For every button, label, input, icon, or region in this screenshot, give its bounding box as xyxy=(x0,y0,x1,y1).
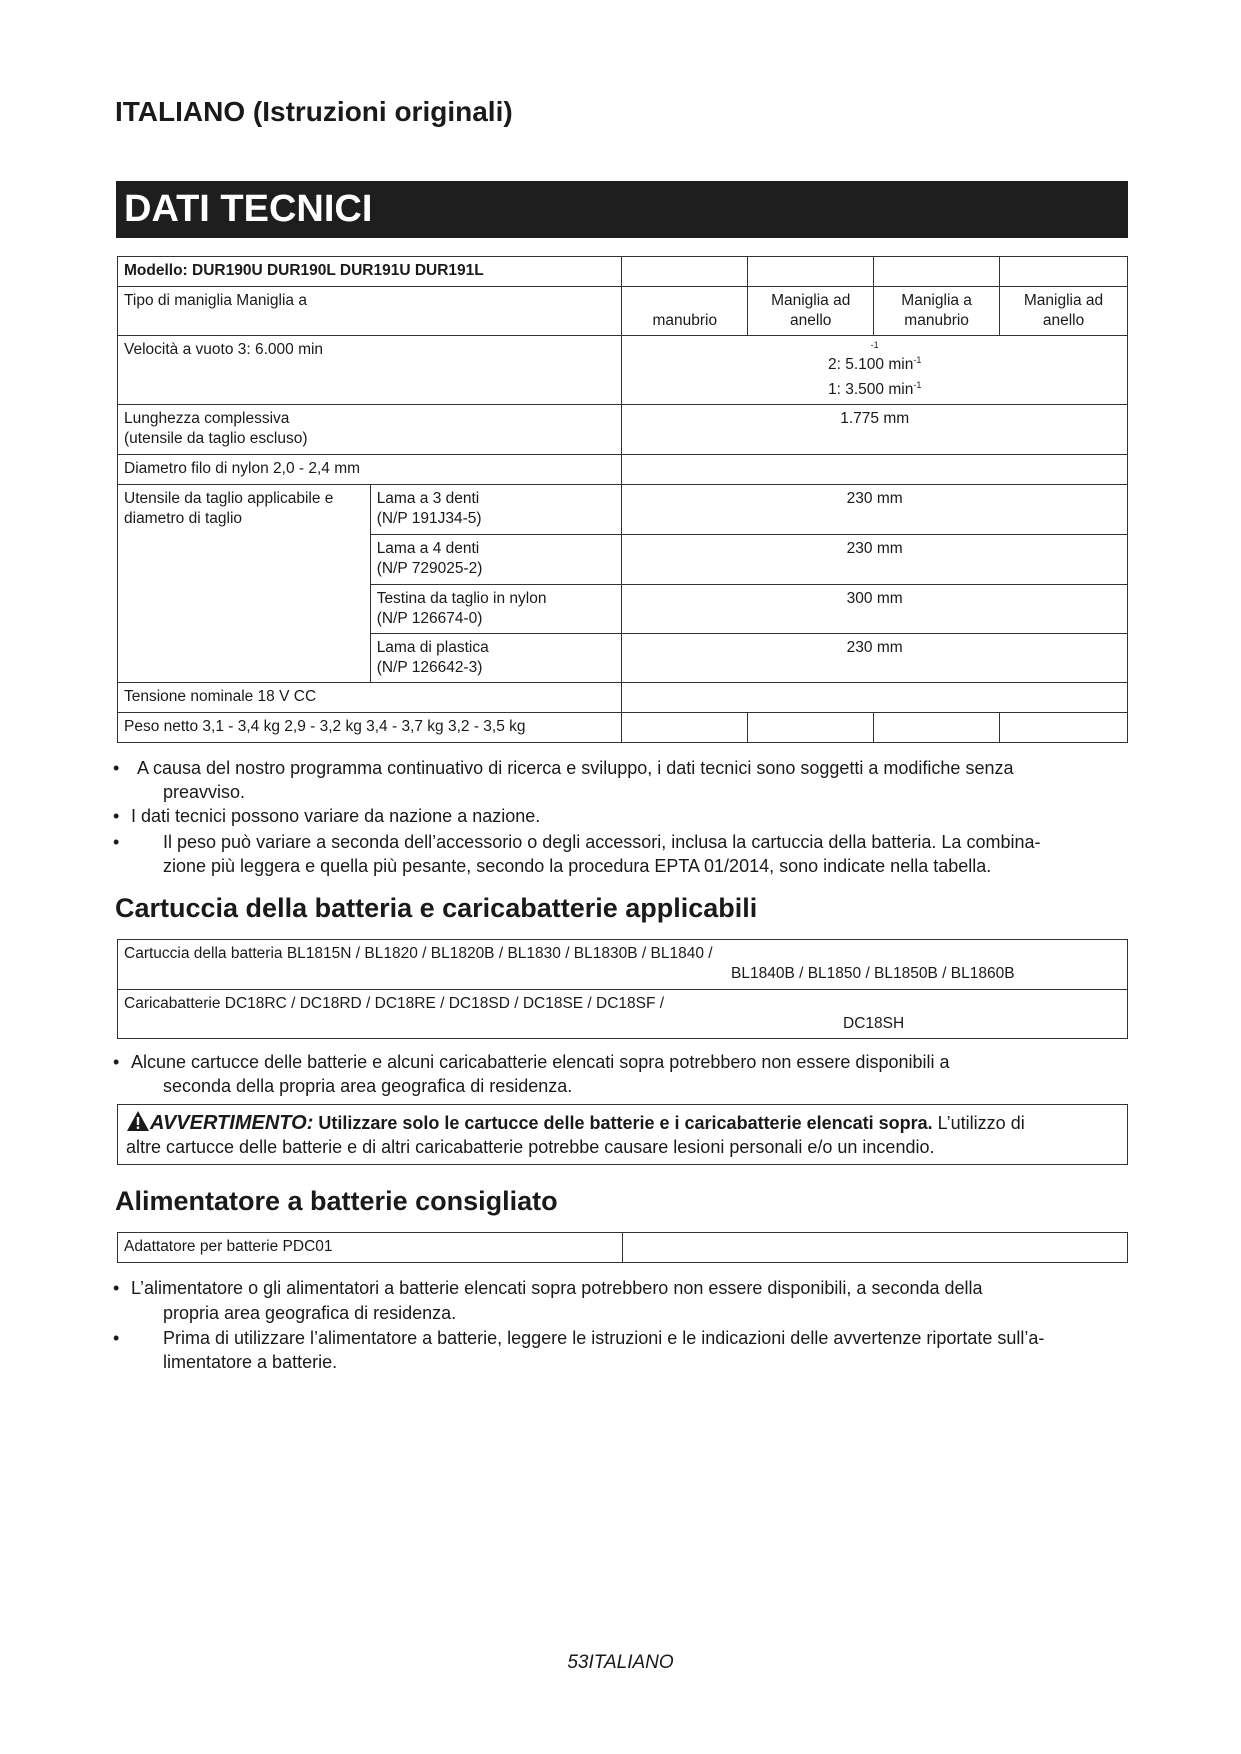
net-weight-label: Peso netto 3,1 - 3,4 kg 2,9 - 3,2 kg 3,4 - 3,7 kg 3,2 - 3,5 kg xyxy=(118,713,622,743)
no-load-speed-label: Velocità a vuoto 3: 6.000 min xyxy=(118,336,622,405)
list-item: • Prima di utilizzare l’alimentatore a batterie, leggere le istruzioni e le indicazioni delle avvertenze riportate sull’a- limentatore a batterie. xyxy=(113,1328,1045,1372)
no-load-speed-values xyxy=(622,336,1128,405)
section-title-bar xyxy=(116,181,1128,238)
cutting-diameter: 230 mm xyxy=(622,485,1128,535)
charger-cell: Caricabatterie DC18RC / DC18RD / DC18RE / DC18SD / DC18SE / DC18SF / DC18SH xyxy=(118,990,1128,1039)
warning-text: L’utilizzo di xyxy=(932,1113,1025,1133)
handle-type-label: Tipo di maniglia Maniglia a xyxy=(118,287,622,336)
table-row xyxy=(118,713,1128,743)
warning-label: AVVERTIMENTO: xyxy=(150,1112,314,1134)
cutting-tool-name: Lama a 4 denti (N/P 729025-2) xyxy=(370,535,622,585)
table-row xyxy=(118,485,1128,535)
cutting-diameter: 230 mm xyxy=(622,535,1128,585)
table-row xyxy=(118,683,1128,713)
list-item: • Alcune cartucce delle batterie e alcuni caricabatterie elencati sopra potrebbero non essere disponibili a seconda della propria area geografica di residenza. xyxy=(113,1052,950,1096)
spec-notes xyxy=(115,756,1125,878)
cutting-diameter: 300 mm xyxy=(622,585,1128,634)
language-title: ITALIANO (Istruzioni originali) xyxy=(115,96,513,127)
adapter-cell: Adattatore per batterie PDC01 xyxy=(118,1233,623,1263)
speed-exponent: -1 xyxy=(870,340,879,350)
speed-2: 2: 5.100 $\min^{-1}$ xyxy=(828,355,922,374)
overall-length-value: 1.775 mm xyxy=(622,405,1128,455)
warning-text-line2: altre cartucce delle batterie e di altri caricabatterie potrebbe causare lesioni personali e/o un incendio. xyxy=(126,1137,935,1157)
handle-type-cell: manubrio xyxy=(622,287,748,336)
handle-type-cell: Maniglia ad anello xyxy=(748,287,874,336)
table-row xyxy=(118,940,1128,990)
table-row xyxy=(118,990,1128,1039)
cutting-tool-name: Lama di plastica (N/P 126642-3) xyxy=(370,634,622,683)
rated-voltage-label: Tensione nominale 18 V CC xyxy=(118,683,622,713)
battery-cell: Cartuccia della batteria BL1815N / BL1820 / BL1820B / BL1830 / BL1830B / BL1840 / BL1840B / BL1850 / BL1850B / BL1860B xyxy=(118,940,1128,990)
table-row xyxy=(118,336,1128,405)
table-row xyxy=(118,1233,1128,1263)
cutting-diameter: 230 mm xyxy=(622,634,1128,683)
page-footer: 53ITALIANO xyxy=(567,1652,674,1673)
power-notes xyxy=(115,1276,1125,1374)
warning-triangle-icon xyxy=(126,1110,150,1132)
warning-bold-text: Utilizzare solo le cartucce delle batterie e i caricabatterie elencati sopra. xyxy=(318,1113,933,1133)
handle-type-cell: Maniglia a manubrio xyxy=(874,287,1000,336)
battery-note xyxy=(115,1050,1125,1098)
handle-type-cell: Maniglia ad anello xyxy=(1000,287,1128,336)
list-item: • L’alimentatore o gli alimentatori a batterie elencati sopra potrebbero non essere disponibili, a seconda della propria area geografica di residenza. xyxy=(113,1278,983,1323)
power-section-title: Alimentatore a batterie consigliato xyxy=(115,1186,558,1216)
table-row xyxy=(118,455,1128,485)
battery-section-title: Cartuccia della batteria e caricabatterie applicabili xyxy=(115,893,758,923)
cutting-tool-label: Utensile da taglio applicabile e diametro di taglio xyxy=(118,485,371,683)
cutting-tool-name: Testina da taglio in nylon (N/P 126674-0) xyxy=(370,585,622,634)
table-row xyxy=(118,405,1128,455)
list-item: • I dati tecnici possono variare da nazione a nazione. xyxy=(113,806,541,826)
list-item: • A causa del nostro programma continuativo di ricerca e sviluppo, i dati tecnici sono soggetti a modifiche senza preavviso. xyxy=(113,758,1014,802)
cutting-tool-name: Lama a 3 denti (N/P 191J34-5) xyxy=(370,485,622,535)
table-row xyxy=(118,257,1128,287)
warning-box xyxy=(117,1104,1128,1165)
list-item: • Il peso può variare a seconda dell’accessorio o degli accessori, inclusa la cartuccia della batteria. La combina- zione più leggera e quella più pesante, secondo la procedura EPTA 01/2014, sono indicate nella tabella. xyxy=(113,832,1041,876)
battery-table xyxy=(117,939,1128,1039)
section-title: DATI TECNICI xyxy=(124,188,373,230)
model-cell: Modello: DUR190U DUR190L DUR191U DUR191L xyxy=(118,257,622,287)
table-row xyxy=(118,287,1128,336)
nylon-diameter-label: Diametro filo di nylon 2,0 - 2,4 mm xyxy=(118,455,622,485)
speed-1: 1: 3.500 $\min^{-1}$ xyxy=(828,380,922,399)
overall-length-label: Lunghezza complessiva (utensile da taglio escluso) xyxy=(118,405,622,455)
spec-table xyxy=(117,256,1128,743)
adapter-table xyxy=(117,1232,1128,1263)
